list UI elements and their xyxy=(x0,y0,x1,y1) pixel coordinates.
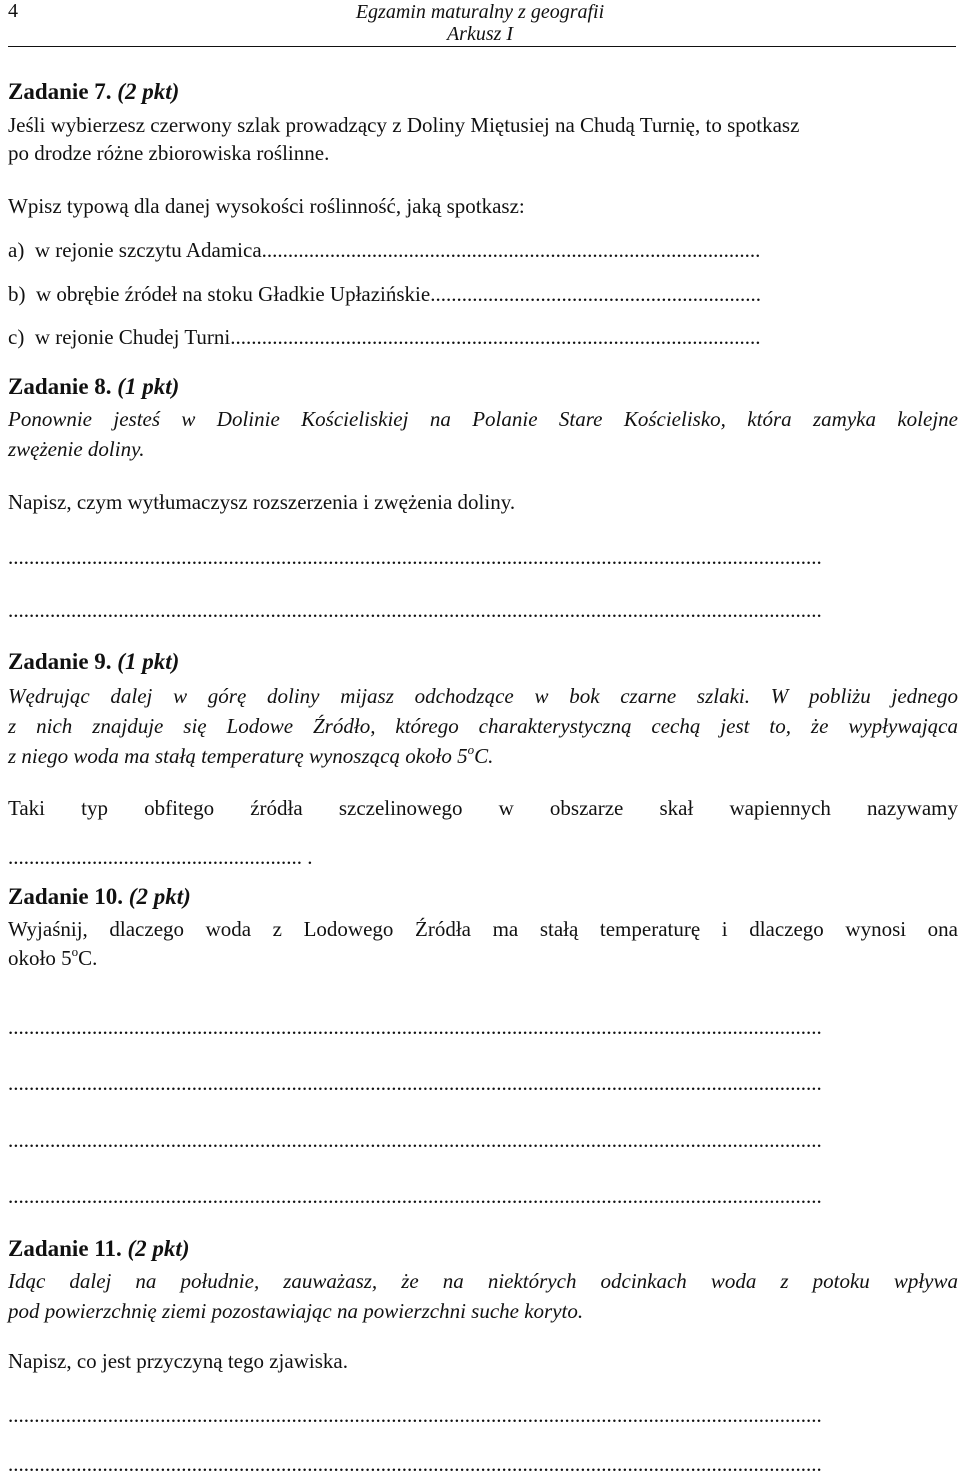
task11-answer-line-2[interactable]: ........................................................................................................................................................... xyxy=(8,1452,822,1476)
degree-superscript: o xyxy=(71,944,79,959)
task10-intro-line2-text: około 5 xyxy=(8,946,72,970)
task10-points: (2 pkt) xyxy=(128,884,191,909)
task8-title: Zadanie 8. xyxy=(8,374,112,399)
task7-points: (2 pkt) xyxy=(117,79,180,104)
task7-item-a-text: w rejonie szczytu Adamica xyxy=(34,238,262,262)
task8-points: (1 pkt) xyxy=(117,374,180,399)
task10-title: Zadanie 10. xyxy=(8,884,124,909)
task8-intro-line1: Ponownie jesteś w Dolinie Kościeliskiej na Polanie Stare Kościelisko, która zamyka kolejne xyxy=(8,407,958,431)
exam-subtitle: Arkusz I xyxy=(446,23,514,45)
exam-title: Egzamin maturalny z geografii xyxy=(355,1,605,23)
task7-intro-line2: po drodze różne zbiorowiska roślinne. xyxy=(8,141,330,165)
task7-item-c-answer-field[interactable]: ..................................................................................................... xyxy=(230,325,761,349)
task9-intro-line3-unit: C. xyxy=(474,744,494,768)
task10-answer-line-1[interactable]: ........................................................................................................................................................... xyxy=(8,1015,822,1039)
task10-answer-line-2[interactable]: ........................................................................................................................................................... xyxy=(8,1071,822,1095)
task9-points: (1 pkt) xyxy=(117,649,180,674)
task11-title: Zadanie 11. xyxy=(8,1236,122,1261)
task9-intro-line3 xyxy=(8,744,493,769)
task7-item-b-answer-field[interactable]: ............................................................... xyxy=(430,282,761,306)
task9-title: Zadanie 9. xyxy=(8,649,112,674)
page-number: 4 xyxy=(8,0,18,22)
task9-answer-field[interactable]: ........................................................ . xyxy=(8,845,313,869)
task7-item-b xyxy=(8,282,761,307)
task10-answer-line-4[interactable]: ........................................................................................................................................................... xyxy=(8,1184,822,1208)
task7-heading xyxy=(8,79,179,105)
task7-item-c-text: w rejonie Chudej Turni xyxy=(34,325,231,349)
task11-intro-line1: Idąc dalej na południe, zauważasz, że na niektórych odcinkach woda z potoku wpływa xyxy=(8,1269,958,1293)
task9-intro-line1: Wędrując dalej w górę doliny mijasz odchodzące w bok czarne szlaki. W pobliżu jednego xyxy=(8,684,958,708)
task11-heading xyxy=(8,1236,189,1262)
task7-intro-line1: Jeśli wybierzesz czerwony szlak prowadzący z Doliny Miętusiej na Chudą Turnię, to spotkasz xyxy=(8,113,800,137)
task7-item-b-text: w obrębie źródeł na stoku Gładkie Upłazińskie xyxy=(36,282,431,306)
task10-heading xyxy=(8,884,191,910)
task7-title: Zadanie 7. xyxy=(8,79,112,104)
task7-instruction: Wpisz typową dla danej wysokości roślinność, jaką spotkasz: xyxy=(8,194,525,218)
task8-heading xyxy=(8,374,179,400)
task8-answer-line-1[interactable]: ........................................................................................................................................................... xyxy=(8,545,822,569)
task7-item-a xyxy=(8,238,760,263)
header-divider xyxy=(8,46,956,47)
task7-item-c xyxy=(8,325,761,350)
task8-intro-line2: zwężenie doliny. xyxy=(8,437,145,461)
task8-instruction: Napisz, czym wytłumaczysz rozszerzenia i zwężenia doliny. xyxy=(8,490,516,514)
task10-answer-line-3[interactable]: ........................................................................................................................................................... xyxy=(8,1128,822,1152)
task7-item-a-answer-field[interactable]: ............................................................................................... xyxy=(261,238,761,262)
task11-intro-line2: pod powierzchnię ziemi pozostawiając na powierzchni suche koryto. xyxy=(8,1299,584,1323)
task11-instruction: Napisz, co jest przyczyną tego zjawiska. xyxy=(8,1349,348,1373)
degree-superscript: o xyxy=(467,742,475,757)
task9-intro-line2: z nich znajduje się Lodowe Źródło, którego charakterystyczną cechą jest to, że wypływająca xyxy=(8,714,958,738)
task9-question: Taki typ obfitego źródła szczelinowego w obszarze skał wapiennych nazywamy xyxy=(8,796,958,820)
task8-answer-line-2[interactable]: ........................................................................................................................................................... xyxy=(8,598,822,622)
task10-intro-line1: Wyjaśnij, dlaczego woda z Lodowego Źródła ma stałą temperaturę i dlaczego wynosi ona xyxy=(8,917,958,941)
task7-item-c-label: c) xyxy=(8,325,25,349)
task11-answer-line-1[interactable]: ........................................................................................................................................................... xyxy=(8,1403,822,1427)
task10-intro-line2 xyxy=(8,946,97,971)
task7-item-b-label: b) xyxy=(8,282,26,306)
task7-item-a-label: a) xyxy=(8,238,25,262)
task10-intro-line2-unit: C. xyxy=(78,946,98,970)
task11-points: (2 pkt) xyxy=(127,1236,190,1261)
task9-intro-line3-text: z niego woda ma stałą temperaturę wynoszącą około 5 xyxy=(8,744,468,768)
task9-heading xyxy=(8,649,179,675)
